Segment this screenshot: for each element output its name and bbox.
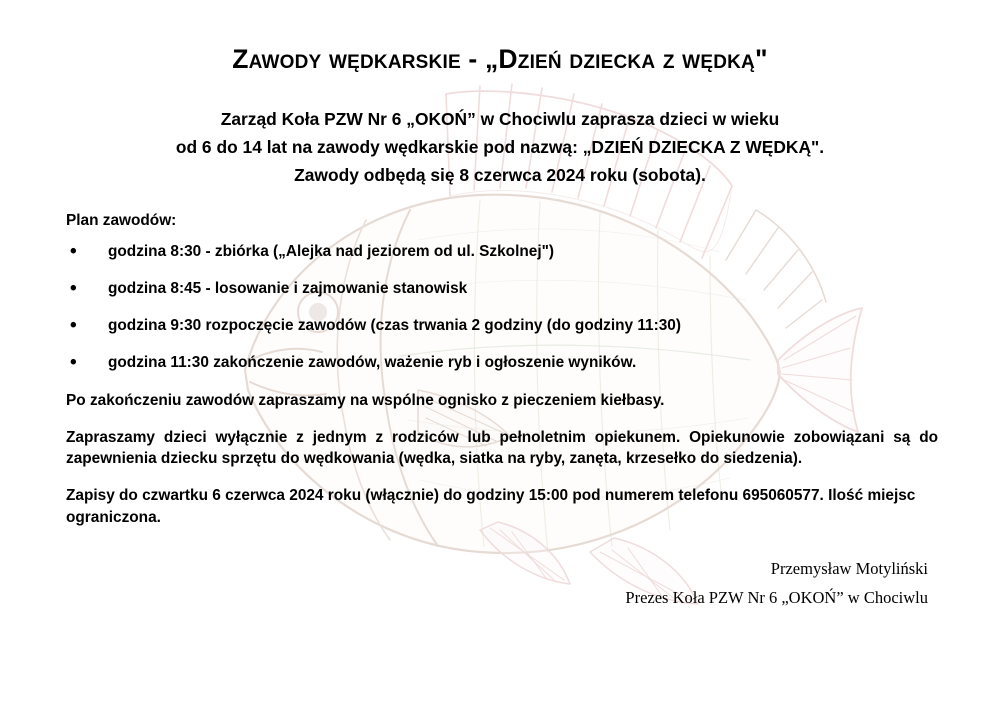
intro-line-3: Zawody odbędą się 8 czerwca 2024 roku (sobota). — [294, 165, 706, 186]
plan-heading: Plan zawodów: — [66, 211, 177, 229]
list-item: • godzina 8:45 - losowanie i zajmowanie stanowisk — [62, 279, 938, 299]
intro-line-1: Zarząd Koła PZW Nr 6 „OKOŃ” w Chociwlu zaprasza dzieci w wieku — [220, 109, 780, 129]
intro-line-2: od 6 do 14 lat na zawody wędkarskie pod nazwą: „DZIEŃ DZIECKA Z WĘDKĄ". — [175, 137, 825, 158]
plan-list — [62, 242, 938, 373]
list-item: • godzina 8:30 - zbiórka („Alejka nad jeziorem od ul. Szkolnej") — [62, 242, 938, 262]
page-title: Zawody wędkarskie - „Dzień dziecka z wędką" — [232, 44, 768, 74]
list-item: • godzina 11:30 zakończenie zawodów, ważenie ryb i ogłoszenie wyników. — [62, 353, 938, 373]
signature-name: Przemysław Motyliński — [770, 559, 928, 578]
list-item: • godzina 9:30 rozpoczęcie zawodów (czas trwania 2 godziny (do godziny 11:30) — [62, 316, 938, 336]
paragraph-registration: Zapisy do czwartku 6 czerwca 2024 roku (włącznie) do godziny 15:00 pod numerem telefonu 695060577. Ilość miejsc ograniczona. — [66, 487, 916, 527]
intro-block — [62, 105, 938, 190]
signature-block — [62, 555, 938, 613]
paragraph-campfire: Po zakończeniu zawodów zapraszamy na wspólne ognisko z pieczeniem kiełbasy. — [66, 391, 665, 409]
signature-role: Prezes Koła PZW Nr 6 „OKOŃ” w Chociwlu — [625, 587, 928, 607]
paragraph-guardians: Zapraszamy dzieci wyłącznie z jednym z rodziców lub pełnoletnim opiekunem. Opiekunowie zobowiązani są do zapewnienia dziecku sprzętu do wędkowania (wędka, siatka na ryby, zanęta, krzesełko do siedzenia). — [66, 428, 938, 468]
